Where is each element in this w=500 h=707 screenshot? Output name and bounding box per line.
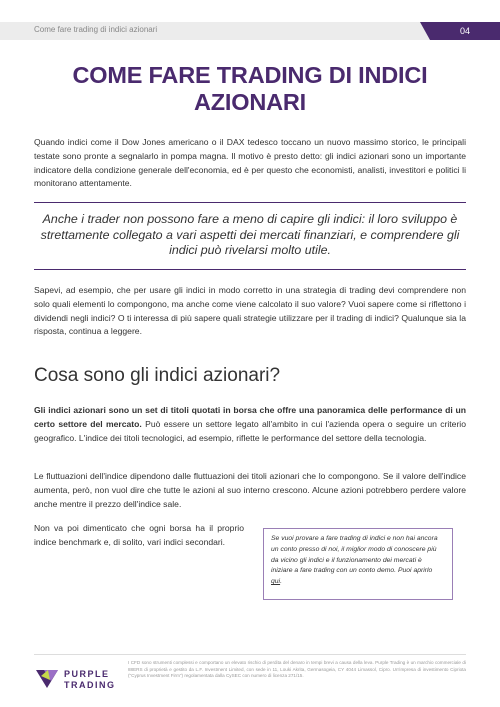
footer-rule <box>34 654 466 655</box>
page-number: 04 <box>430 22 500 40</box>
paragraph-3-rest: Può essere un settore legato all'ambito in cui l'azienda opera o seguire un criterio geografico. L'indice dei titoli tecnologici, ad esempio, riflette le performance del settore della tecnologia. <box>34 418 466 443</box>
logo-line-2: TRADING <box>64 680 116 690</box>
section-heading: Cosa sono gli indici azionari? <box>34 365 281 386</box>
intro-paragraph: Quando indici come il Dow Jones americano o il DAX tedesco toccano un nuovo massimo storico, le principali testate sono pronte a segnalarlo in pompa magna. Il motivo è presto detto: gli indici azionari sono un importante indicatore della condizione generale dell'economia, ed è per questo che economisti, analisti, investitori e politici li monitorano attentamente. <box>34 137 466 189</box>
logo-wordmark <box>64 669 116 691</box>
quote-top-rule <box>34 202 466 203</box>
callout-link[interactable]: qui <box>271 578 281 586</box>
quote-bottom-rule <box>34 269 466 270</box>
footer-disclaimer: I CFD sono strumenti complessi e comportano un elevato rischio di perdita del denaro in tempi brevi a causa della leva. Purple Trading è un marchio commerciale di 88ERS di proprietà e gestito da L.F. Investment Limited, con sede in 11, Louki Akrita, Germasogeia, CY 4044 Limassol, Cipro. Un'impresa di investimento Cipriota ("Cyprus Investment Firm") regolamentata dalla CySEC con numero di licenza 271/15. <box>128 660 466 679</box>
callout-end: . <box>280 578 282 586</box>
paragraph-2: Sapevi, ad esempio, che per usare gli indici in modo corretto in una strategia di trading devi comprendere non solo quali elementi lo compongono, ma anche come viene calcolato il suo valore? Vuoi sapere come si riflettono i dividendi negli indici? O ti interessa di più sapere quali strategie utilizzare per il trading di indici? Qualunque sia la risposta, continua a leggere. <box>34 285 466 337</box>
page-title: COME FARE TRADING DI INDICI AZIONARI <box>72 62 428 115</box>
paragraph-4: Le fluttuazioni dell'indice dipendono dalle fluttuazioni dei titoli azionari che lo compongono. Se il valore dell'indice aumenta, però, non vuol dire che tutte le azioni al suo interno crescono. Alcune azioni potrebbero perdere valore anche mentre il prezzo dell'indice sale. <box>34 471 466 509</box>
callout-text: Se vuoi provare a fare trading di indici e non hai ancora un conto presso di noi, il miglior modo di conoscere più da vicino gli indici e il funzionamento dei mercati è iniziare a fare trading con un conto demo. Puoi aprirlo <box>271 535 438 575</box>
paragraph-5: Non va poi dimenticato che ogni borsa ha il proprio indice benchmark e, di solito, vari indici secondari. <box>34 523 244 547</box>
paragraph-3 <box>34 404 466 445</box>
demo-account-callout <box>263 528 453 600</box>
paragraph-3-bold: Gli indici azionari sono un set di titoli quotati in borsa che offre una panoramica delle performance di un certo settore del mercato. <box>34 405 466 429</box>
pull-quote: Anche i trader non possono fare a meno di capire gli indici: il loro sviluppo è strettamente collegato a vari aspetti dei mercati finanziari, e comprendere gli indici può rivelarsi molto utile. <box>40 212 460 258</box>
running-title: Come fare trading di indici azionari <box>34 25 158 34</box>
logo-line-1: PURPLE <box>64 669 110 679</box>
